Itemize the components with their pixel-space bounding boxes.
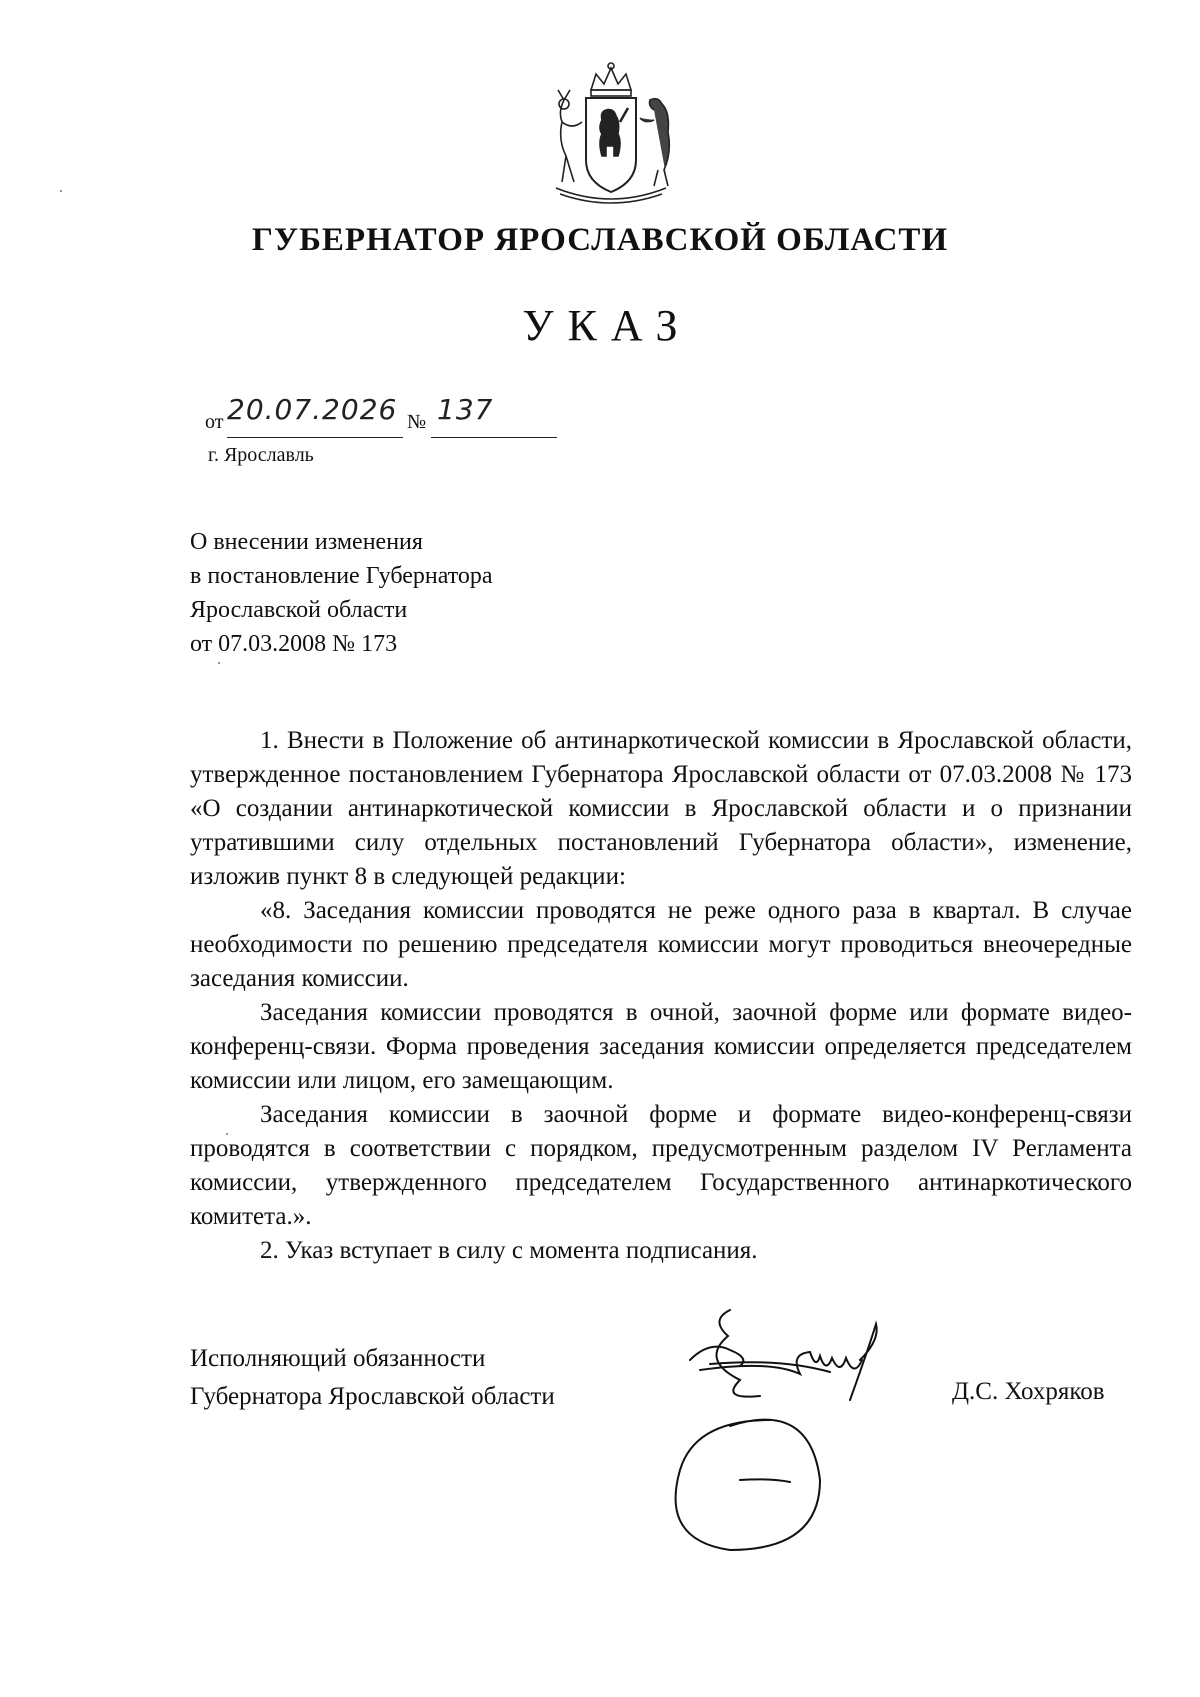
subject-line: от 07.03.2008 № 173 (190, 631, 398, 657)
date-prefix: от (205, 411, 224, 433)
decree-subject (190, 525, 493, 661)
signatory-position (190, 1340, 555, 1416)
decree-body (190, 724, 1132, 1268)
subject-line: О внесении изменения (190, 529, 423, 555)
decree-date: 20.07.2026 (227, 393, 398, 426)
body-paragraph: Заседания комиссии проводятся в очной, заочной форме или формате видео-конференц-связи. Форма проведения заседания комиссии определяется председателем комиссии или лицом, его замещающим. (190, 999, 1132, 1094)
body-paragraph: Заседания комиссии в заочной форме и формате видео-конференц-связи проводятся в соответствии с порядком, предусмотренным разделом IV Регламента комиссии, утвержденного председателем Государственного антинаркотического комитета.». (190, 1101, 1132, 1230)
scan-speck (60, 190, 62, 192)
body-paragraph: 2. Указ вступает в силу с момента подписания. (260, 1237, 758, 1264)
date-underline (227, 437, 403, 438)
subject-line: в постановление Губернатора (190, 563, 493, 589)
yaroslavl-coat-of-arms-icon (536, 60, 686, 210)
issuing-authority: ГУБЕРНАТОР ЯРОСЛАВСКОЙ ОБЛАСТИ (251, 222, 949, 258)
position-line: Исполняющий обязанности (190, 1345, 486, 1372)
position-line: Губернатора Ярославской области (190, 1383, 555, 1410)
subject-line: Ярославской области (190, 597, 408, 623)
scan-speck (218, 662, 220, 664)
number-underline (431, 437, 557, 438)
number-prefix: № (407, 411, 427, 433)
city: г. Ярославль (208, 444, 314, 466)
body-paragraph: 1. Внести в Положение об антинаркотической комиссии в Ярославской области, утвержденное постановлением Губернатора Ярославской области от 07.03.2008 № 173 «О создании антинаркотической комиссии в Ярославской области и о признании утратившими силу отдельных постановлений Губернатора области», изменение, изложив пункт 8 в следующей редакции: (190, 727, 1132, 890)
document-type: УКАЗ (522, 301, 692, 350)
decree-number: 137 (437, 393, 494, 426)
signatory-name: Д.С. Хохряков (952, 1378, 1105, 1405)
date-number-line (205, 393, 565, 433)
body-paragraph: «8. Заседания комиссии проводятся не реже одного раза в квартал. В случае необходимости по решению председателя комиссии могут проводиться внеочередные заседания комиссии. (190, 897, 1132, 992)
handwritten-signature-icon (670, 1300, 950, 1560)
scan-speck (226, 1133, 228, 1135)
